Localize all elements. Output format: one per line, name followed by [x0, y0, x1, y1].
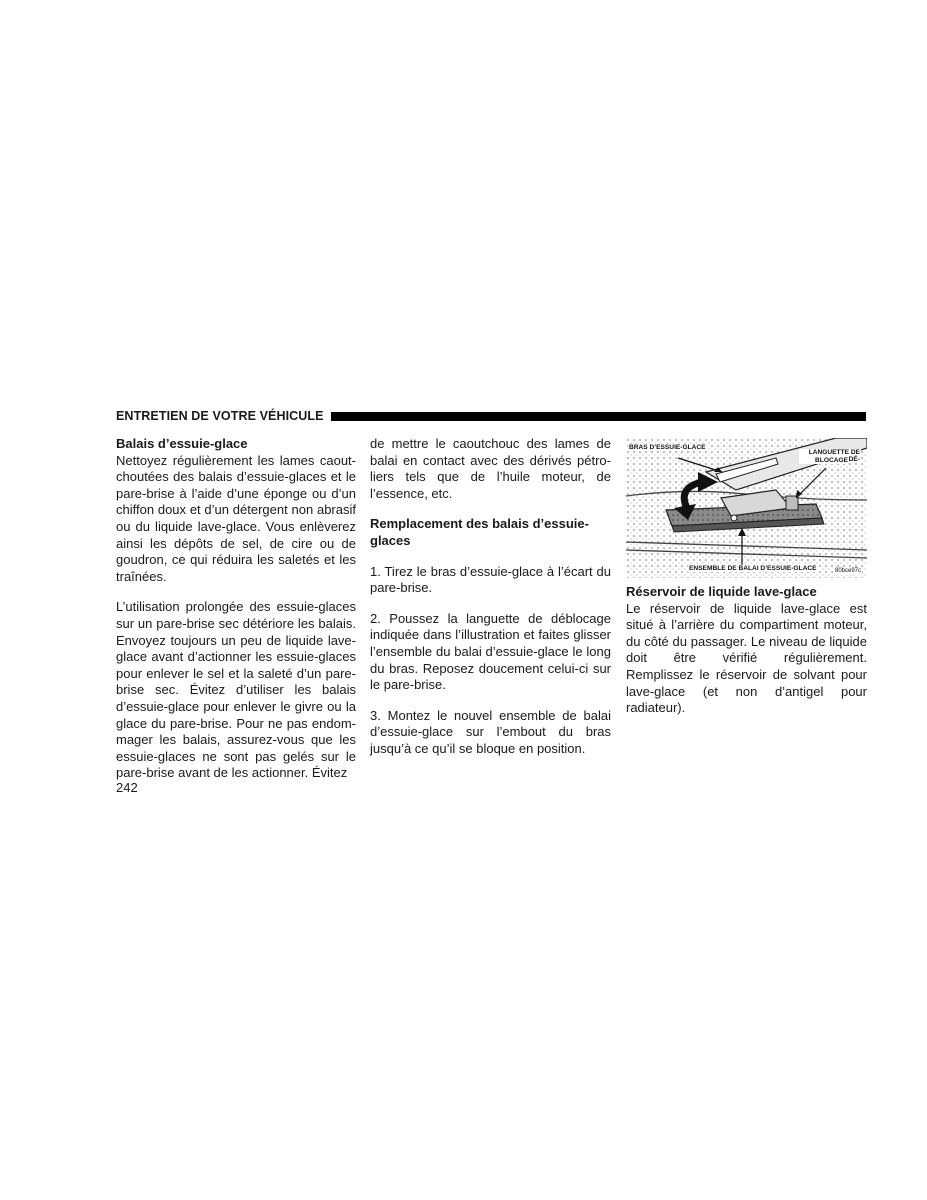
paragraph-dry-use: L’utilisation prolongée des essuie-glaces sur un pare-brise sec détériore les balais. Envoyez toujours un peu de liquide lave-glace avant d’actionner les essuie-glaces pour enlever le sel et la saleté d’un pare-brise sec. Évitez d’utiliser les balais d’essuie-glace pour enlever le givre ou la glace du pare-brise. Pour ne pas endom-mager les balais, assurez-vous que les essuie-glaces ne sont pas gelés sur le pare-brise avant de les actionner. Évitez	[116, 599, 356, 781]
heading-blade-replacement: Remplacement des balais d’essuie-glaces	[370, 516, 589, 548]
section-header	[116, 407, 866, 425]
wiper-blade-illustration	[626, 438, 867, 578]
step-1: 1. Tirez le bras d’essuie-glace à l’écart du pare-brise.	[370, 563, 611, 596]
label-blade-assembly: ENSEMBLE DE BALAI D’ESSUIE-GLACE	[689, 565, 817, 572]
heading-washer-reservoir: Réservoir de liquide lave-glace	[626, 584, 817, 599]
column-3	[626, 436, 867, 717]
paragraph-cleaning: Nettoyez régulièrement les lames caout-choutées des balais d’essuie-glaces et le pare-brise à l’aide d’une éponge ou d’un chiffon doux et d’un détergent non abrasif ou du liquide lave-glace. Vous enlèverez ainsi les dépôts de sel, de cire ou de goudron, ce qui réduira les saletés et les traînées.	[116, 452, 356, 584]
label-release-tab-2: BLOCAGE	[799, 457, 849, 464]
figure-code: 80bce97c	[835, 568, 862, 574]
header-rule	[331, 412, 866, 421]
page-number: 242	[116, 780, 138, 795]
label-wiper-arm: BRAS D’ESSUIE-GLACE	[629, 444, 706, 451]
column-1	[116, 436, 356, 782]
step-2: 2. Poussez la languette de déblocage indiquée dans l’illustration et faites glisser l’ensemble du balai d’essuie-glace le long du bras. Reposez doucement celui-ci sur le pare-brise.	[370, 610, 611, 693]
paragraph-reservoir: Le réservoir de liquide lave-glace est situé à l’arrière du compartiment moteur, du côté du passager. Le niveau de liquide doit être vérifié régulièrement. Remplissez le réservoir de solvant pour lave-glace (et non d’antigel pour radiateur).	[626, 600, 867, 716]
label-release-tab-1: LANGUETTE DE DÉ-	[799, 449, 861, 463]
column-2	[370, 436, 611, 758]
section-title: ENTRETIEN DE VOTRE VÉHICULE	[116, 409, 324, 423]
step-3: 3. Montez le nouvel ensemble de balai d’essuie-glace sur l’embout du bras jusqu’à ce qu’il se bloque en position.	[370, 707, 611, 756]
heading-wiper-blades: Balais d’essuie-glace	[116, 436, 248, 451]
paragraph-continued: de mettre le caoutchouc des lames de balai en contact avec des dérivés pétro-liers tels que de l’huile moteur, de l’essence, etc.	[370, 436, 611, 501]
